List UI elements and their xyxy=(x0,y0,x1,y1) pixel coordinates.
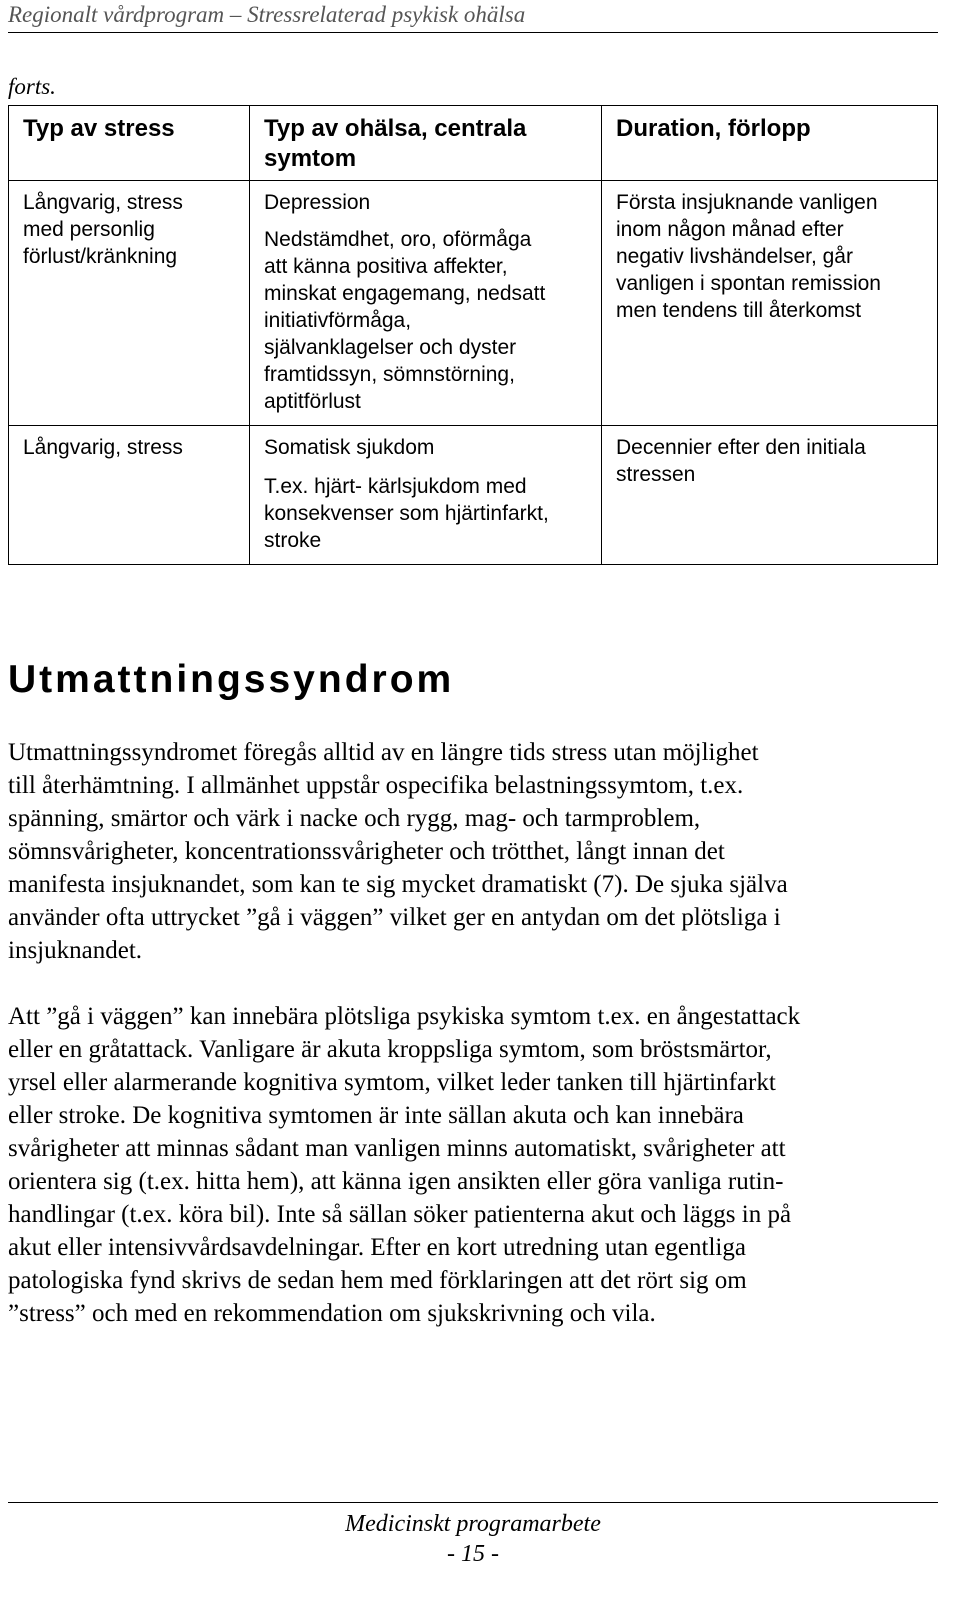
illness-type-cell xyxy=(250,181,602,426)
cell-text: stressen xyxy=(616,463,696,486)
cell-text: framtidssyn, sömnstörning, xyxy=(264,363,515,386)
paragraph-line: sömnsvårigheter, koncentrationssvårigheter och trötthet, långt innan det xyxy=(8,838,725,865)
paragraph-line: manifesta insjuknandet, som kan te sig mycket dramatiskt (7). De sjuka själva xyxy=(8,871,788,898)
paragraph-line: patologiska fynd skrivs de sedan hem med förklaringen att det rört sig om xyxy=(8,1267,747,1294)
cell-text: Nedstämdhet, oro, oförmåga xyxy=(264,228,532,251)
paragraph-line: Utmattningssyndromet föregås alltid av en längre tids stress utan möjlighet xyxy=(8,739,759,766)
cell-text: Decennier efter den initiala xyxy=(616,436,866,459)
table-row xyxy=(9,426,938,565)
cell-text: aptitförlust xyxy=(264,390,361,413)
cell-text: stroke xyxy=(264,529,322,552)
paragraph-1 xyxy=(8,736,938,967)
duration-cell xyxy=(602,181,938,426)
cell-text: självanklagelser och dyster xyxy=(264,336,517,359)
column-header-duration: Duration, förlopp xyxy=(602,106,938,181)
table-header-row xyxy=(9,106,938,181)
cell-text: men tendens till återkomst xyxy=(616,299,862,322)
duration-cell xyxy=(602,426,938,565)
cell-text: att känna positiva affekter, xyxy=(264,255,508,278)
paragraph-2 xyxy=(8,1000,938,1330)
section-heading: Utmattningssyndrom xyxy=(8,658,455,701)
paragraph-line: använder ofta uttrycket ”gå i väggen” vilket ger en antydan om det plötsliga i xyxy=(8,904,781,931)
cell-text: inom någon månad efter xyxy=(616,218,844,241)
stress-type-cell xyxy=(9,426,250,565)
paragraph-line: eller stroke. De kognitiva symtomen är inte sällan akuta och kan innebära xyxy=(8,1102,744,1129)
cell-text: med personlig xyxy=(23,218,155,241)
paragraph-line: svårigheter att minnas sådant man vanligen minns automatiskt, svårigheter att xyxy=(8,1135,786,1162)
stress-type-cell xyxy=(9,181,250,426)
paragraph-line: till återhämtning. I allmänhet uppstår ospecifika belastningssymtom, t.ex. xyxy=(8,772,744,799)
cell-text: vanligen i spontan remission xyxy=(616,272,881,295)
page-footer xyxy=(8,1502,938,1569)
cell-text: Långvarig, stress xyxy=(23,191,183,214)
cell-text: negativ livshändelser, går xyxy=(616,245,853,268)
page-number: - 15 - xyxy=(447,1541,499,1567)
paragraph-line: eller en gråtattack. Vanligare är akuta kroppsliga symtom, som bröstsmärtor, xyxy=(8,1036,772,1063)
continuation-label: forts. xyxy=(8,74,56,99)
illness-type-cell xyxy=(250,426,602,565)
column-header-stress-type: Typ av stress xyxy=(9,106,250,181)
cell-text: T.ex. hjärt- kärlsjukdom med xyxy=(264,475,527,498)
stress-table xyxy=(8,105,938,565)
illness-title: Somatisk sjukdom xyxy=(264,436,435,459)
running-header: Regionalt vårdprogram – Stressrelaterad psykisk ohälsa xyxy=(8,0,938,33)
cell-text: Första insjuknande vanligen xyxy=(616,191,878,214)
cell-text: Långvarig, stress xyxy=(23,436,183,459)
illness-title: Depression xyxy=(264,191,371,214)
paragraph-line: yrsel eller alarmerande kognitiva symtom, vilket leder tanken till hjärtinfarkt xyxy=(8,1069,776,1096)
column-header-illness-type: Typ av ohälsa, centrala symtom xyxy=(250,106,602,181)
cell-text: minskat engagemang, nedsatt xyxy=(264,282,546,305)
table-row xyxy=(9,181,938,426)
paragraph-line: akut eller intensivvårdsavdelningar. Efter en kort utredning utan egentliga xyxy=(8,1234,746,1261)
paragraph-line: spänning, smärtor och värk i nacke och rygg, mag- och tarmproblem, xyxy=(8,805,701,832)
cell-text: konsekvenser som hjärtinfarkt, xyxy=(264,502,549,525)
paragraph-line: Att ”gå i väggen” kan innebära plötsliga psykiska symtom t.ex. en ångestattack xyxy=(8,1003,801,1030)
cell-text: initiativförmåga, xyxy=(264,309,412,332)
paragraph-line: orientera sig (t.ex. hitta hem), att känna igen ansikten eller göra vanliga rutin- xyxy=(8,1168,784,1195)
paragraph-line: insjuknandet. xyxy=(8,937,143,964)
paragraph-line: handlingar (t.ex. köra bil). Inte så sällan söker patienterna akut och läggs in på xyxy=(8,1201,792,1228)
cell-text: förlust/kränkning xyxy=(23,245,178,268)
footer-title: Medicinskt programarbete xyxy=(345,1511,601,1537)
paragraph-line: ”stress” och med en rekommendation om sjukskrivning och vila. xyxy=(8,1300,656,1327)
